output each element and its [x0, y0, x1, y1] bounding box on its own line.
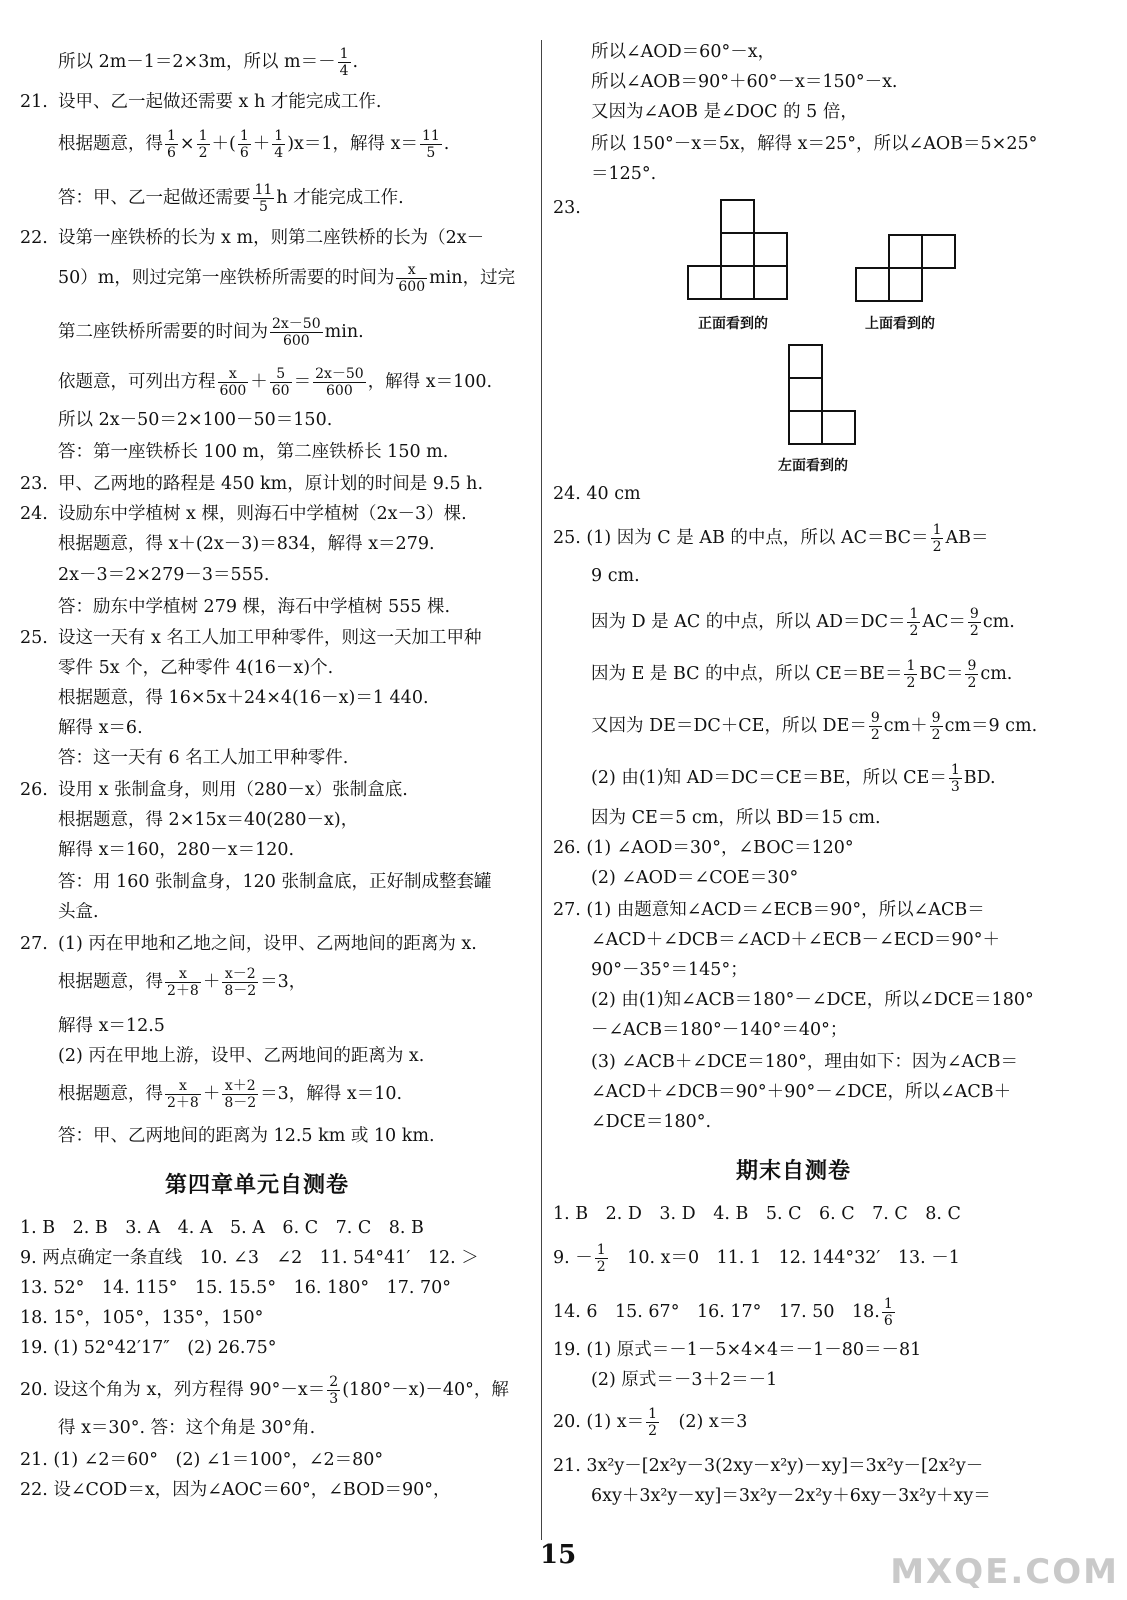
line: (2) ∠AOD＝∠COE＝30° — [591, 868, 799, 888]
line: 23. — [553, 198, 581, 218]
line: 根据题意，得 $\frac{x}{2+8}$ ＋ $\frac{x+2}{8-2}$ ＝3，解得 x＝10. — [58, 1078, 403, 1111]
line: 9. 两点确定一条直线 10. ∠3 ∠2 11. 54°41′ 12. ＞ — [20, 1248, 479, 1268]
left-view-square — [822, 411, 855, 444]
line: 9. － $\frac{1}{2}$ 10. x＝0 11. 1 12. 144°32′ 13. －1 — [553, 1242, 960, 1275]
line: 1. B 2. B 3. A 4. A 5. A 6. C 7. C 8. B — [20, 1218, 424, 1238]
front-view-square — [721, 233, 754, 266]
line: 第二座铁桥所需要的时间为 $\frac{2x-50}{600}$ min. — [58, 316, 364, 349]
line: 所以∠AOD＝60°－x， — [591, 42, 776, 62]
top-view-square — [856, 268, 889, 301]
line: 解得 x＝6. — [58, 718, 143, 738]
top-view-square — [889, 268, 922, 301]
line: 18. 15°，105°，135°，150° — [20, 1308, 264, 1328]
line: 9 cm. — [591, 566, 640, 586]
caption-top-view: 上面看到的 — [865, 316, 935, 332]
line: 90°－35°＝145°； — [591, 960, 748, 980]
line: (2) 丙在甲地上游，设甲、乙两地间的距离为 x. — [58, 1046, 425, 1066]
q27: 27. (1) 丙在甲地和乙地之间，设甲、乙两地间的距离为 x. — [20, 934, 477, 954]
line: ∠ACD＋∠DCB＝90°＋90°－∠DCE，所以∠ACB＋ — [591, 1082, 1012, 1102]
line: 因为 CE＝5 cm，所以 BD＝15 cm. — [591, 808, 881, 828]
caption-left-view: 左面看到的 — [778, 458, 848, 474]
front-view-square — [688, 266, 721, 299]
front-view-square — [721, 266, 754, 299]
line: 又因为 DE＝DC＋CE，所以 DE＝ $\frac{9}{2}$ cm＋ $\frac{9}{2}$ cm＝9 cm. — [591, 710, 1038, 743]
line: 1. B 2. D 3. D 4. B 5. C 6. C 7. C 8. C — [553, 1204, 961, 1224]
line: 根据题意，得 16×5x＋24×4(16－x)＝1 440. — [58, 688, 429, 708]
line: 得 x＝30°. 答：这个角是 30°角. — [58, 1418, 316, 1438]
q26: 26. 设用 x 张制盒身，则用（280－x）张制盒底. — [20, 780, 408, 800]
left-view-square — [789, 411, 822, 444]
line: 19. (1) 52°42′17″ (2) 26.75° — [20, 1338, 277, 1358]
front-view-square — [754, 233, 787, 266]
line: 答：这一天有 6 名工人加工甲种零件. — [58, 748, 349, 768]
line: 13. 52° 14. 115° 15. 15.5° 16. 180° 17. 70° — [20, 1278, 452, 1298]
line: 头盒. — [58, 902, 99, 922]
line: 6xy＋3x²y－xy]＝3x²y－2x²y＋6xy－3x²y＋xy＝ — [591, 1486, 991, 1506]
left-view-square — [789, 378, 822, 411]
line: 答：甲、乙两地间的距离为 12.5 km 或 10 km. — [58, 1126, 435, 1146]
line: －∠ACB＝180°－140°＝40°； — [591, 1020, 848, 1040]
line: 24. 40 cm — [553, 484, 641, 504]
front-view-square — [754, 266, 787, 299]
front-view-square — [721, 200, 754, 233]
line: (3) ∠ACB＋∠DCE＝180°，理由如下：因为∠ACB＝ — [591, 1052, 1018, 1072]
line: 答：甲、乙一起做还需要 $\frac{11}{5}$ h 才能完成工作. — [58, 182, 404, 215]
line: ∠ACD＋∠DCB＝∠ACD＋∠ECB－∠ECD＝90°＋ — [591, 930, 1000, 950]
line: 依题意，可列出方程 $\frac{x}{600}$ ＋ $\frac{5}{60}$ ＝ $\frac{2x-50}{600}$ ，解得 x＝100. — [58, 366, 493, 399]
left-view-square — [789, 345, 822, 378]
line: 26. (1) ∠AOD＝30°，∠BOC＝120° — [553, 838, 854, 858]
line: 答：第一座铁桥长 100 m，第二座铁桥长 150 m. — [58, 442, 449, 462]
fraction: $\frac{1}{4}$ — [339, 46, 349, 79]
q25: 25. 设这一天有 x 名工人加工甲种零件，则这一天加工甲种 — [20, 628, 482, 648]
q21: 21. 设甲、乙一起做还需要 x h 才能完成工作. — [20, 92, 382, 112]
line: 50）m，则过完第一座铁桥所需要的时间为 $\frac{x}{600}$ min，过完 — [58, 262, 516, 295]
q24: 24. 设励东中学植树 x 棵，则海石中学植树（2x－3）棵. — [20, 504, 467, 524]
line: 根据题意，得 2×15x＝40(280－x)， — [58, 810, 359, 830]
line: (2) 由(1)知 AD＝DC＝CE＝BE，所以 CE＝ $\frac{1}{3}$ BD. — [591, 762, 996, 795]
line: 20. (1) x＝ $\frac{1}{2}$ (2) x＝3 — [553, 1406, 748, 1439]
line: ＝125°. — [591, 164, 657, 184]
line: 25. (1) 因为 C 是 AB 的中点，所以 AC＝BC＝ $\frac{1}{2}$ AB＝ — [553, 522, 989, 555]
line: 所以∠AOB＝90°＋60°－x＝150°－x. — [591, 72, 898, 92]
line: 19. (1) 原式＝－1－5×4×4＝－1－80＝－81 — [553, 1340, 922, 1360]
line: ∠DCE＝180°. — [591, 1112, 712, 1132]
top-view-square — [889, 235, 922, 268]
line: 22. 设∠COD＝x，因为∠AOC＝60°，∠BOD＝90°， — [20, 1480, 451, 1500]
line: 21. 3x²y－[2x²y－3(2xy－x²y)－xy]＝3x²y－[2x²y－ — [553, 1456, 984, 1476]
section-title: 期末自测卷 — [736, 1159, 852, 1184]
column-divider — [541, 40, 542, 1540]
line: 答：励东中学植树 279 棵，海石中学植树 555 棵. — [58, 597, 451, 617]
line: 所以 2x－50＝2×100－50＝150. — [58, 410, 333, 430]
page-number: 15 — [540, 1540, 577, 1570]
line: 根据题意，得 x＋(2x－3)＝834，解得 x＝279. — [58, 534, 435, 554]
line: 所以 150°－x＝5x，解得 x＝25°，所以∠AOB＝5×25° — [591, 134, 1038, 154]
watermark: MXQE.COM — [890, 1552, 1119, 1592]
line: 根据题意，得 $\frac{x}{2+8}$ ＋ $\frac{x-2}{8-2}$ ＝3， — [58, 966, 307, 999]
top-view-square — [922, 235, 955, 268]
line: 又因为∠AOB 是∠DOC 的 5 倍， — [591, 102, 858, 122]
line: 解得 x＝12.5 — [58, 1016, 165, 1036]
line: (2) 原式＝－3＋2＝－1 — [591, 1370, 778, 1390]
line: 因为 E 是 BC 的中点，所以 CE＝BE＝ $\frac{1}{2}$ BC＝ $\frac{9}{2}$ cm. — [591, 658, 1013, 691]
line: 根据题意，得 $\frac{1}{6}$ × $\frac{1}{2}$ ＋( $\frac{1}{6}$ ＋ $\frac{1}{4}$ )x＝1，解得 x＝ $\frac{11}{5}$ . — [58, 128, 450, 161]
line: 20. 设这个角为 x，列方程得 90°－x＝ $\frac{2}{3}$ (180°－x)－40°，解 — [20, 1374, 509, 1407]
line: 2x－3＝2×279－3＝555. — [58, 565, 270, 585]
line: 14. 6 15. 67° 16. 17° 17. 50 18. $\frac{1}{6}$ — [553, 1296, 893, 1329]
three-views-diagram — [553, 190, 1073, 480]
line: 因为 D 是 AC 的中点，所以 AD＝DC＝ $\frac{1}{2}$ AC＝ $\frac{9}{2}$ cm. — [591, 606, 1015, 639]
line: (2) 由(1)知∠ACB＝180°－∠DCE，所以∠DCE＝180° — [591, 990, 1034, 1010]
line: 答：用 160 张制盒身，120 张制盒底，正好制成整套罐 — [58, 872, 492, 892]
line: 所以 2m－1＝2×3m，所以 m＝－ $\frac{1}{4}$ . — [58, 46, 359, 79]
q22: 22. 设第一座铁桥的长为 x m，则第二座铁桥的长为（2x－ — [20, 228, 485, 248]
caption-front-view: 正面看到的 — [698, 316, 768, 332]
line: 27. (1) 由题意知∠ACD＝∠ECB＝90°，所以∠ACB＝ — [553, 900, 985, 920]
line: 零件 5x 个，乙种零件 4(16－x)个. — [58, 658, 334, 678]
line: 21. (1) ∠2＝60° (2) ∠1＝100°，∠2＝80° — [20, 1450, 384, 1470]
q23: 23. 甲、乙两地的路程是 450 km，原计划的时间是 9.5 h. — [20, 474, 484, 494]
section-title: 第四章单元自测卷 — [165, 1173, 350, 1198]
line: 解得 x＝160，280－x＝120. — [58, 840, 295, 860]
